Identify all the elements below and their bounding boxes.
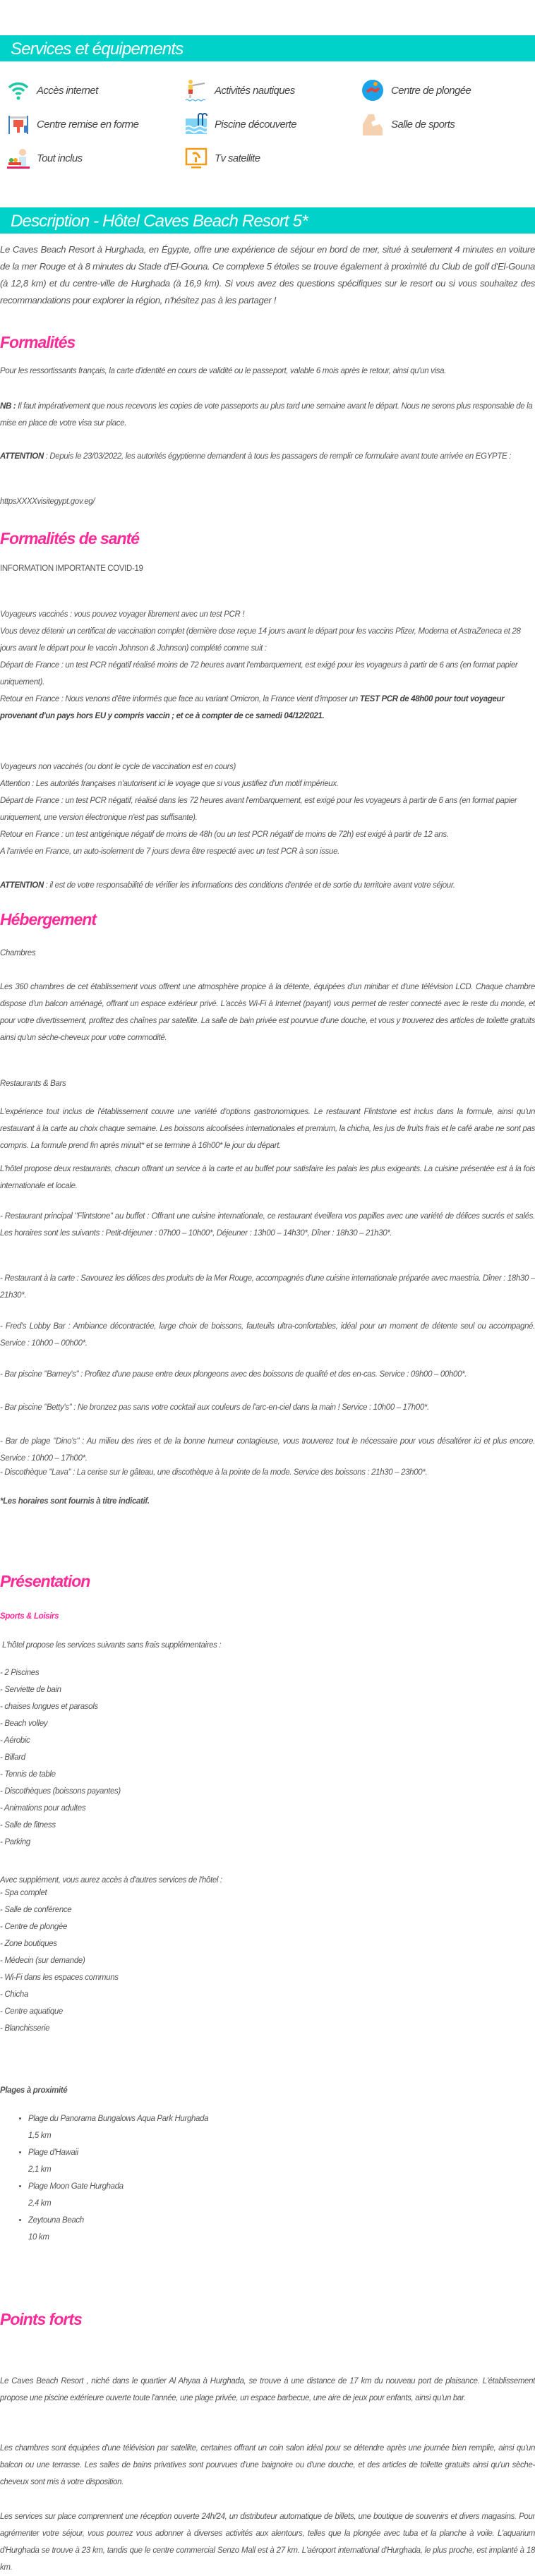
restaurant-paragraph: L'hôtel propose deux restaurants, chacun offrant un service à la carte et au buffet pour satisfaire les palais les plus exigeants. La cuisine présentée est à la fois internationale et locale.	[0, 1165, 535, 1190]
restaurant-paragraph: - Discothèque "Lava" : La cerise sur le gâteau, une discothèque à la pointe de la mode. Service des boissons : 21h30 – 23h00*.	[0, 1468, 428, 1477]
non-vaccinated-line: Départ de France : un test PCR négatif, réalisé dans les 72 heures avant l'embarquement, est exigé pour les voyageurs à partir de 6 ans (en format papier uniquement, une version électronique n'est pas suffisante).	[0, 797, 517, 822]
free-service-item: - Discothèques (boissons payantes)	[0, 1787, 121, 1796]
service-item	[185, 79, 295, 102]
covid-info-title: INFORMATION IMPORTANTE COVID-19	[0, 564, 143, 573]
plage-name: Plage Moon Gate Hurghada	[28, 2182, 124, 2191]
service-item	[185, 147, 260, 169]
paid-service-item: - Wi-Fi dans les espaces communs	[0, 1973, 119, 1982]
service-label: Accès internet	[37, 84, 98, 97]
service-label: Tout inclus	[37, 152, 83, 164]
points-forts-paragraph: Les chambres sont équipées d'une télévision par satellite, certaines offrant un coin salon idéal pour se détendre après une journée bien remplie, ainsi qu'un balcon ou une terrasse. Les salles de bains privatives sont pourvues d'une baignoire ou d'une douche, et des articles de toilette gratuits ainsi qu'un sèche-cheveux sont mis à votre disposition.	[0, 2444, 535, 2486]
plage-distance: 10 km	[28, 2233, 49, 2242]
pool-icon	[185, 113, 208, 135]
formalites-url: httpsXXXXvisitegypt.gov.eg/	[0, 497, 95, 506]
free-services-list	[0, 1664, 535, 1851]
service-item	[7, 113, 138, 135]
muscle-arm-icon	[361, 113, 384, 135]
free-service-item: - Salle de fitness	[0, 1821, 56, 1830]
restaurant-paragraph: - Restaurant principal "Flintstone" au buffet : Offrant une cuisine internationale, ce restaurant éveillera vos papilles avec une variété de délices sucrés et salés. Les horaires sont les suivants : Petit-déjeuner : 07h00 – 10h00*, Déjeuner : 13h00 – 14h30*, Dîner : 18h30 – 21h30*.	[0, 1212, 535, 1238]
plage-name: Plage d'Hawaii	[28, 2148, 78, 2157]
restaurant-paragraph: - Bar piscine "Barney's" : Profitez d'une pause entre deux plongeons avec des boissons de qualité et des en-cas. Service : 09h00 – 00h00*.	[0, 1370, 467, 1379]
restaurants-label: Restaurants & Bars	[0, 1080, 66, 1088]
free-service-item: - Parking	[0, 1838, 30, 1846]
attention-text: : Depuis le 23/03/2022, les autorités égyptienne demandent à tous les passagers de remplir ce formulaire avant toute arrivée en EGYPTE :	[43, 452, 512, 461]
plage-distance: 2,1 km	[28, 2165, 52, 2174]
paid-services-list	[0, 1885, 535, 2037]
scuba-diver-icon	[361, 79, 384, 102]
paid-service-item: - Centre de plongée	[0, 1923, 68, 1931]
nb-label: NB :	[0, 402, 16, 411]
attention-label: ATTENTION	[0, 452, 44, 461]
points-forts-paragraph: Les services sur place comprennent une réception ouverte 24h/24, un distributeur automatique de billets, une boutique de souvenirs et divers magasins. Pour agrémenter votre séjour, vous pourrez vous adonner à diverses activités aux alentours, telles que la plongée avec tuba et la planche à voile. L'aquarium d'Hurghada se trouve à 23 km, tandis que le centre commercial Senzo Mall est à 27 km. L'aéroport international d'Hurghada, le plus proche, est implanté à 18 km.	[0, 2512, 535, 2572]
vaccinated-line: Voyageurs vaccinés : vous pouvez voyager librement avec un test PCR !	[0, 610, 245, 619]
presentation-heading: Présentation	[0, 1572, 90, 1590]
service-label: Centre remise en forme	[37, 118, 139, 131]
points-forts-heading: Points forts	[0, 2310, 82, 2328]
plages-label: Plages à proximité	[0, 2086, 68, 2095]
non-vaccinated-line: Retour en France : un test antigénique négatif de moins de 48h (ou un test PCR négatif de moins de 72h) est exigé à partir de 12 ans.	[0, 830, 449, 839]
formalites-heading: Formalités	[0, 333, 76, 351]
paid-service-item: - Chicha	[0, 1990, 29, 1999]
restaurant-paragraph: - Fred's Lobby Bar : Ambiance décontractée, large choix de boissons, fauteuils ultra-confortables, idéal pour un moment de détente seul ou accompagné. Service : 10h00 – 00h00*.	[0, 1322, 535, 1348]
free-service-item: - Beach volley	[0, 1719, 48, 1728]
plage-item	[28, 2212, 535, 2246]
plage-distance: 1,5 km	[28, 2131, 52, 2140]
nb-text: Il faut impérativement que nous recevons les copies de vote passeports au plus tard une semaine avant le départ. Nous ne serons plus responsable de la mise en place de votre visa sur place.	[0, 402, 533, 428]
sports-loisirs-label: Sports & Loisirs	[0, 1612, 59, 1621]
free-services-intro: L'hôtel propose les services suivants sans frais supplémentaires :	[2, 1641, 222, 1650]
diving-board-icon	[185, 79, 208, 102]
non-vaccinated-block	[0, 758, 535, 860]
free-service-item: - Billard	[0, 1753, 25, 1762]
satellite-tv-icon	[185, 147, 208, 169]
vaccinated-block	[0, 606, 535, 725]
vaccinated-line: Départ de France : un test PCR négatif réalisé moins de 72 heures avant l'embarquement, est exigé pour les voyageurs à partir de 6 ans (en format papier uniquement).	[0, 661, 518, 687]
free-service-item: - 2 Piscines	[0, 1669, 40, 1677]
fitness-machine-icon	[7, 113, 30, 135]
vaccinated-line: Vous devez détenir un certificat de vaccination complet (dernière dose reçue 14 jours avant le départ pour les vaccins Pfizer, Moderna et AstraZeneca et 28 jours avant le départ pour le vaccin Johnson & Johnson) complété comme suit :	[0, 627, 521, 653]
formalites-attention	[0, 448, 535, 465]
sante-attention	[0, 877, 535, 894]
paid-service-item: - Spa complet	[0, 1889, 47, 1897]
chef-buffet-icon	[7, 147, 30, 169]
plage-name: Zeytouna Beach	[28, 2216, 84, 2225]
formalites-nb	[0, 398, 535, 432]
formalites-passport-text: Pour les ressortissants français, la carte d'identité en cours de validité ou le passeport, valable 6 mois après le retour, ainsi qu'un visa.	[0, 367, 446, 375]
hebergement-heading: Hébergement	[0, 910, 96, 929]
retour-france-text	[0, 691, 535, 725]
plage-name: Plage du Panorama Bungalows Aqua Park Hurghada	[28, 2115, 209, 2123]
free-service-item: - Serviette de bain	[0, 1686, 61, 1694]
retour-bold: TEST PCR de 48h00 pour tout voyageur provenant d'un pays hors EU y compris vaccin ; et ce à compter de ce samedi 04/12/2021.	[0, 695, 505, 720]
free-service-item: - chaises longues et parasols	[0, 1703, 98, 1711]
restaurant-paragraph: - Bar piscine "Betty's" : Ne bronzez pas sans votre cocktail aux couleurs de l'arc-en-ciel dans la main ! Service : 10h00 – 17h00*.	[0, 1403, 429, 1412]
free-service-item: - Aérobic	[0, 1736, 30, 1745]
service-label: Centre de plongée	[391, 84, 471, 97]
attention-text: : il est de votre responsabilité de vérifier les informations des conditions d'entrée et de sortie du territoire avant votre séjour.	[43, 881, 455, 890]
restaurant-paragraph: - Restaurant à la carte : Savourez les délices des produits de la Mer Rouge, accompagnés d'une cuisine internationale préparée avec maestria. Dîner : 18h30 – 21h30*.	[0, 1274, 535, 1300]
plage-item	[28, 2144, 535, 2178]
service-label: Piscine découverte	[215, 118, 296, 131]
chambres-text: Les 360 chambres de cet établissement vous offrent une atmosphère propice à la détente, équipées d'un minibar et d'une télévision LCD. Chaque chambre dispose d'un balcon aménagé, offrant un espace extérieur privé. L'accès Wi-Fi à Internet (payant) vous permet de rester connecté avec le reste du monde, et pour votre divertissement, profitez des chaînes par satellite. La salle de bain privée est pourvue d'une douche, et vous y trouverez des articles de toilette gratuits ainsi qu'un sèche-cheveux pour votre commodité.	[0, 983, 535, 1042]
paid-service-item: - Salle de conférence	[0, 1906, 72, 1914]
paid-service-item: - Médecin (sur demande)	[0, 1957, 85, 1965]
points-forts-paragraph: Le Caves Beach Resort , niché dans le quartier Al Ahyaa à Hurghada, se trouve à une distance de 17 km du nouveau port de plaisance. L'établissement propose une piscine extérieure ouverte toute l'année, une plage privée, un espace barbecue, une aire de jeux pour enfants, ainsi qu'un bar.	[0, 2377, 535, 2402]
service-item	[361, 113, 455, 135]
services-header: Services et équipements	[0, 35, 535, 61]
plage-item	[28, 2110, 535, 2144]
paid-service-item: - Zone boutiques	[0, 1940, 57, 1948]
service-label: Activités nautiques	[215, 84, 295, 97]
retour-text: Retour en France : Nous venons d'être informés que face au variant Omicron, la France vient d'imposer un	[0, 695, 360, 703]
description-text: Le Caves Beach Resort à Hurghada, en Égypte, offre une expérience de séjour en bord de mer, situé à seulement 4 minutes en voiture de la mer Rouge et à 8 minutes du Stade d'El-Gouna. Ce complexe 5 étoiles se trouve également à proximité du Club de golf d'El-Gouna (à 12,8 km) et du centre-ville de Hurghada (à 16,9 km). Si vous avez des questions spécifiques sur le resort ou si vous souhaitez des recommandations pour explorer la région, n'hésitez pas à les partager !	[0, 244, 535, 306]
paid-service-item: - Centre aquatique	[0, 2007, 63, 2016]
plage-item	[28, 2178, 535, 2212]
free-service-item: - Animations pour adultes	[0, 1804, 86, 1813]
attention-label: ATTENTION	[0, 881, 44, 890]
description-header: Description - Hôtel Caves Beach Resort 5*	[0, 207, 535, 234]
paid-services-intro: Avec supplément, vous aurez accès à d'autres services de l'hôtel :	[0, 1876, 222, 1885]
plages-list	[0, 2110, 535, 2246]
service-item	[7, 79, 98, 102]
service-item	[185, 113, 296, 135]
non-vaccinated-line: A l'arrivée en France, un auto-isolement de 7 jours devra être respecté avec un test PCR à son issue.	[0, 847, 339, 856]
chambres-label: Chambres	[0, 949, 36, 957]
restaurant-paragraph: L'expérience tout inclus de l'établissement couvre une variété d'options gastronomiques. Le restaurant Flintstone est inclus dans la formule, ainsi qu'un restaurant à la carte au choix chaque semaine. Les boissons alcoolisées internationales et premium, la chicha, les jus de fruits frais et le café arabe ne sont pas compris. La formule prend fin après minuit* et se termine à 16h00* le jour du départ.	[0, 1108, 535, 1150]
wifi-icon	[7, 79, 30, 102]
service-label: Salle de sports	[391, 118, 455, 131]
service-item	[361, 79, 471, 102]
restaurant-paragraph: - Bar de plage "Dino's" : Au milieu des rires et de la bonne humeur contagieuse, vous trouverez tout le nécessaire pour vous désaltérer ici et plus encore. Service : 10h00 – 17h00*.	[0, 1437, 535, 1463]
service-item	[7, 147, 83, 169]
non-vaccinated-line: Voyageurs non vaccinés (ou dont le cycle de vaccination est en cours)	[0, 763, 236, 771]
horaires-note: *Les horaires sont fournis à titre indicatif.	[0, 1497, 150, 1506]
plage-distance: 2,4 km	[28, 2199, 52, 2208]
non-vaccinated-line: Attention : Les autorités françaises n'autorisent ici le voyage que si vous justifiez d'un motif impérieux.	[0, 780, 339, 788]
service-label: Tv satellite	[215, 152, 260, 164]
free-service-item: - Tennis de table	[0, 1770, 56, 1779]
sante-heading: Formalités de santé	[0, 529, 140, 548]
paid-service-item: - Blanchisserie	[0, 2024, 50, 2033]
